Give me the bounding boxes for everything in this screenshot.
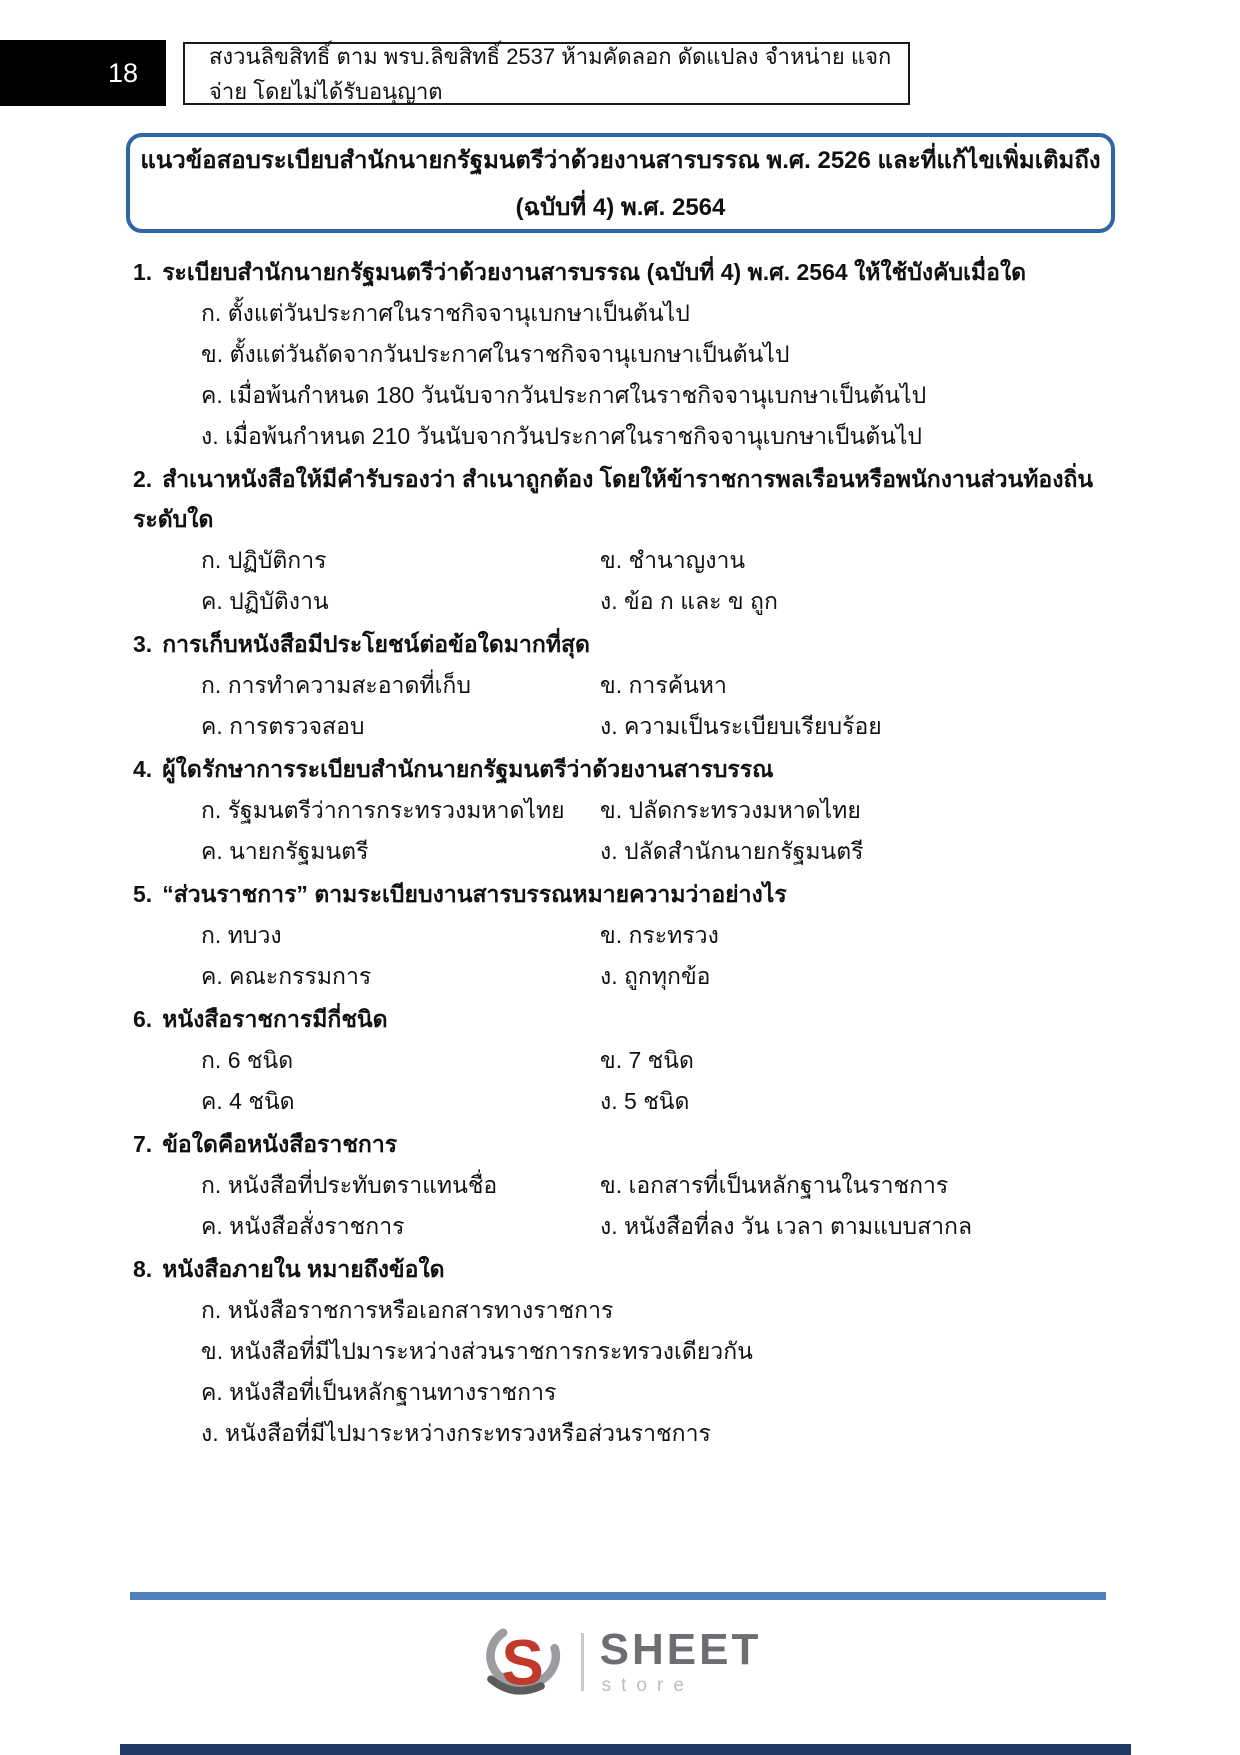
title-line-1: แนวข้อสอบระเบียบสำนักนายกรัฐมนตรีว่าด้วยงานสารบรรณ พ.ศ. 2526 และที่แก้ไขเพิ่มเติมถึง bbox=[140, 147, 1101, 174]
options bbox=[133, 665, 1113, 747]
option: ก. 6 ชนิด bbox=[201, 1047, 294, 1073]
copyright-box bbox=[183, 42, 910, 105]
logo-letter: S bbox=[501, 1627, 544, 1699]
option: ง. ปลัดสำนักนายกรัฐมนตรี bbox=[600, 838, 864, 864]
option: ง. 5 ชนิด bbox=[600, 1088, 690, 1114]
option: ค. การตรวจสอบ bbox=[201, 713, 365, 739]
copyright-text: สงวนลิขสิทธิ์ ตาม พรบ.ลิขสิทธิ์ 2537 ห้ามคัดลอก ดัดแปลง จำหน่าย แจกจ่าย โดยไม่ได้รับอนุญาต bbox=[209, 43, 892, 104]
option: ก. หนังสือที่ประทับตราแทนชื่อ bbox=[201, 1172, 498, 1198]
option: ก. ทบวง bbox=[201, 922, 282, 948]
questions-list bbox=[133, 252, 1113, 1456]
option: ค. ปฏิบัติงาน bbox=[201, 588, 329, 614]
option: ค. 4 ชนิด bbox=[201, 1088, 295, 1114]
options bbox=[133, 1040, 1113, 1122]
logo-s-icon bbox=[479, 1619, 565, 1705]
sheet-store-logo bbox=[0, 1612, 1240, 1712]
option: ข. การค้นหา bbox=[600, 672, 727, 698]
options bbox=[133, 790, 1113, 872]
question-6 bbox=[133, 999, 1113, 1122]
option: ง. เมื่อพ้นกำหนด 210 วันนับจากวันประกาศในราชกิจจานุเบกษาเป็นต้นไป bbox=[201, 423, 923, 449]
question-number: 8. bbox=[133, 1256, 153, 1282]
title-box bbox=[126, 133, 1115, 233]
question-text: 1. ระเบียบสำนักนายกรัฐมนตรีว่าด้วยงานสารบรรณ (ฉบับที่ 4) พ.ศ. 2564 ให้ใช้บังคับเมื่อใด bbox=[133, 259, 1027, 285]
option: ข. กระทรวง bbox=[600, 922, 719, 948]
question-3 bbox=[133, 624, 1113, 747]
options bbox=[133, 915, 1113, 997]
option: ข. ตั้งแต่วันถัดจากวันประกาศในราชกิจจานุเบกษาเป็นต้นไป bbox=[201, 341, 790, 367]
page-number-box bbox=[0, 40, 166, 106]
question-7 bbox=[133, 1124, 1113, 1247]
option: ก. หนังสือราชการหรือเอกสารทางราชการ bbox=[201, 1297, 614, 1323]
option: ง. ถูกทุกข้อ bbox=[600, 963, 711, 989]
question-text: 4. ผู้ใดรักษาการระเบียบสำนักนายกรัฐมนตรีว่าด้วยงานสารบรรณ bbox=[133, 756, 774, 782]
option: ง. หนังสือที่มีไปมาระหว่างกระทรวงหรือส่วนราชการ bbox=[201, 1420, 711, 1446]
question-5 bbox=[133, 874, 1113, 997]
option: ง. ความเป็นระเบียบเรียบร้อย bbox=[600, 713, 882, 739]
option: ค. หนังสือสั่งราชการ bbox=[201, 1213, 405, 1239]
options bbox=[133, 1290, 1113, 1454]
option: ค. หนังสือที่เป็นหลักฐานทางราชการ bbox=[201, 1379, 557, 1405]
question-number: 2. bbox=[133, 466, 153, 492]
option: ข. ชำนาญงาน bbox=[600, 547, 746, 573]
title-line-2: (ฉบับที่ 4) พ.ศ. 2564 bbox=[515, 194, 726, 221]
question-number: 3. bbox=[133, 631, 153, 657]
option: ข. เอกสารที่เป็นหลักฐานในราชการ bbox=[600, 1172, 949, 1198]
question-number: 4. bbox=[133, 756, 153, 782]
question-text: 5. “ส่วนราชการ” ตามระเบียบงานสารบรรณหมายความว่าอย่างไร bbox=[133, 881, 787, 907]
options bbox=[133, 293, 1113, 457]
question-number: 5. bbox=[133, 881, 153, 907]
bottom-page-bar bbox=[120, 1744, 1131, 1755]
option: ก. ตั้งแต่วันประกาศในราชกิจจานุเบกษาเป็นต้นไป bbox=[201, 300, 690, 326]
question-number: 6. bbox=[133, 1006, 153, 1032]
question-text: 6. หนังสือราชการมีกี่ชนิด bbox=[133, 1006, 388, 1032]
brand-subtitle: store bbox=[601, 1674, 694, 1696]
options bbox=[133, 1165, 1113, 1247]
logo-divider bbox=[581, 1633, 584, 1691]
question-text: 3. การเก็บหนังสือมีประโยชน์ต่อข้อใดมากที่สุด bbox=[133, 631, 590, 657]
option: ข. 7 ชนิด bbox=[600, 1047, 694, 1073]
option: ง. หนังสือที่ลง วัน เวลา ตามแบบสากล bbox=[600, 1213, 973, 1239]
question-1 bbox=[133, 252, 1113, 457]
question-text: 2. สำเนาหนังสือให้มีคำรับรองว่า สำเนาถูกต้อง โดยให้ข้าราชการพลเรือนหรือพนักงานส่วนท้องถิ่น bbox=[133, 466, 1094, 492]
question-number: 1. bbox=[133, 259, 153, 285]
question-2 bbox=[133, 459, 1113, 622]
option: ค. เมื่อพ้นกำหนด 180 วันนับจากวันประกาศในราชกิจจานุเบกษาเป็นต้นไป bbox=[201, 382, 927, 408]
question-text: 8. หนังสือภายใน หมายถึงข้อใด bbox=[133, 1256, 445, 1282]
page-number: 18 bbox=[107, 57, 138, 88]
question-text-line2: ระดับใด bbox=[133, 506, 214, 532]
option: ข. ปลัดกระทรวงมหาดไทย bbox=[600, 797, 861, 823]
options bbox=[133, 540, 1113, 622]
option: ค. นายกรัฐมนตรี bbox=[201, 838, 369, 864]
option: ก. ปฏิบัติการ bbox=[201, 547, 327, 573]
footer-divider bbox=[130, 1592, 1106, 1600]
option: ง. ข้อ ก และ ข ถูก bbox=[600, 588, 778, 614]
question-8 bbox=[133, 1249, 1113, 1454]
option: ข. หนังสือที่มีไปมาระหว่างส่วนราชการกระทรวงเดียวกัน bbox=[201, 1338, 753, 1364]
question-text: 7. ข้อใดคือหนังสือราชการ bbox=[133, 1131, 398, 1157]
brand-text-block bbox=[599, 1624, 762, 1697]
option: ก. รัฐมนตรีว่าการกระทรวงมหาดไทย bbox=[201, 797, 565, 823]
option: ค. คณะกรรมการ bbox=[201, 963, 372, 989]
question-4 bbox=[133, 749, 1113, 872]
option: ก. การทำความสะอาดที่เก็บ bbox=[201, 672, 471, 698]
brand-name: SHEET bbox=[599, 1624, 762, 1674]
question-number: 7. bbox=[133, 1131, 153, 1157]
